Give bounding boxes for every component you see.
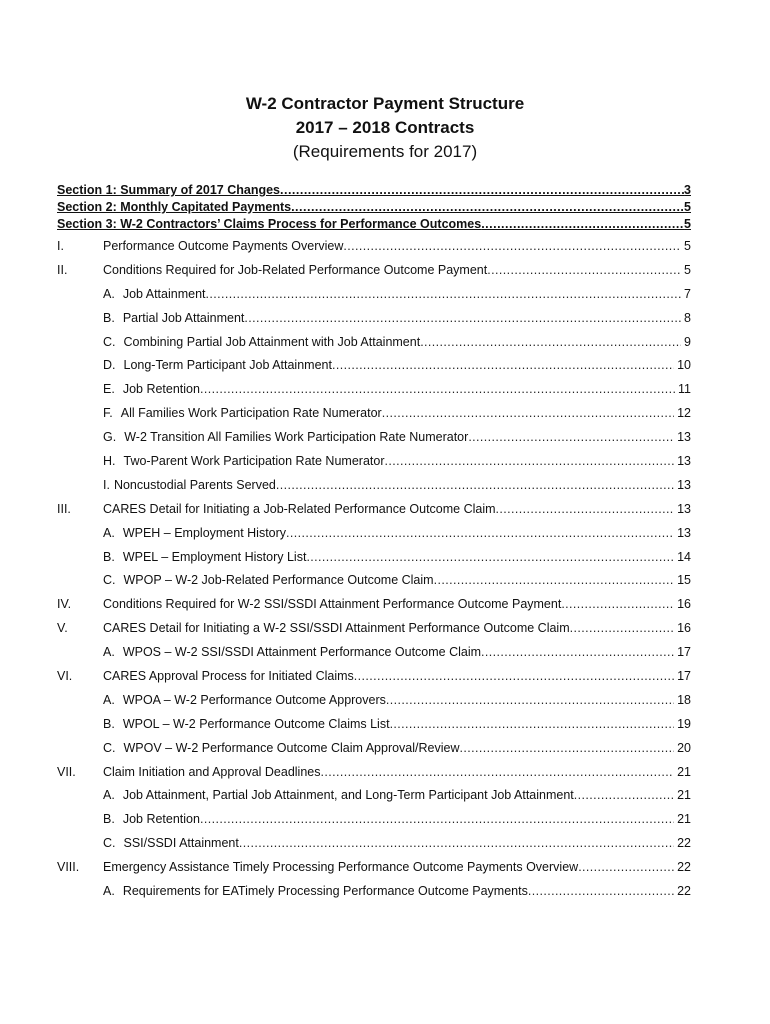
- toc-page-number: 13: [677, 454, 691, 469]
- toc-label: SSI/SSDI Attainment: [123, 836, 239, 851]
- toc-entry[interactable]: [57, 573, 691, 597]
- toc-entry[interactable]: [57, 358, 691, 382]
- dot-leader: [286, 526, 674, 540]
- toc-entry[interactable]: [57, 717, 691, 741]
- toc-page-number: 21: [677, 764, 691, 779]
- toc-entry[interactable]: [57, 454, 691, 478]
- toc-label: WPOS – W-2 SSI/SSDI Attainment Performance Outcome Claim: [122, 645, 482, 660]
- toc-numeral: II.: [57, 262, 68, 277]
- section-page-number: 5: [684, 200, 691, 214]
- toc-sub-letter: A.: [103, 788, 115, 803]
- toc-page-number: 22: [677, 884, 691, 899]
- toc-entry-content: [103, 263, 681, 277]
- toc-page-number: 5: [684, 239, 691, 253]
- toc-label: Long-Term Participant Job Attainment: [123, 358, 332, 373]
- toc-entry[interactable]: [57, 287, 691, 311]
- toc-label: WPOP – W-2 Job-Related Performance Outcome Claim: [123, 573, 434, 588]
- toc-entry[interactable]: [57, 693, 691, 717]
- toc-sub-letter: C.: [103, 573, 116, 588]
- toc-entry-content: [103, 788, 674, 802]
- toc-label: CARES Detail for Initiating a Job-Related Performance Outcome Claim: [103, 501, 496, 516]
- toc-entry[interactable]: [57, 741, 691, 765]
- toc-page-number: 22: [677, 860, 691, 875]
- dot-leader: [354, 669, 674, 683]
- toc-numeral: VII.: [57, 764, 76, 779]
- toc-entry[interactable]: [57, 311, 691, 335]
- toc-label: Conditions Required for Job-Related Performance Outcome Payment: [103, 262, 488, 277]
- toc-sub-letter: C.: [103, 836, 116, 851]
- toc-label: Partial Job Attainment: [122, 310, 245, 325]
- dot-leader: [206, 287, 682, 301]
- toc-sub-letter: D.: [103, 358, 116, 373]
- toc-sub-letter: C.: [103, 334, 116, 349]
- toc-label: CARES Detail for Initiating a W-2 SSI/SSDI Attainment Performance Outcome Claim: [103, 621, 570, 636]
- toc-entry[interactable]: [57, 597, 691, 621]
- toc-entry-content: [103, 765, 674, 779]
- toc-entry[interactable]: [57, 239, 691, 263]
- toc-sub-letter: F.: [103, 406, 113, 421]
- section-link-2[interactable]: [57, 200, 691, 217]
- toc-sub-letter: B.: [103, 549, 115, 564]
- toc-sub-letter: A.: [103, 286, 115, 301]
- dot-leader: [468, 430, 674, 444]
- dot-leader: [420, 335, 681, 349]
- toc-sub-letter: A.: [103, 884, 115, 899]
- dot-leader: [384, 454, 674, 468]
- toc-entry[interactable]: [57, 765, 691, 789]
- toc-page-number: 13: [677, 477, 691, 492]
- toc-entry-content: [103, 812, 674, 826]
- toc-entry-content: [103, 311, 681, 325]
- toc-entry-content: [103, 597, 674, 611]
- toc-sub-letter: C.: [103, 740, 116, 755]
- toc-label: Performance Outcome Payments Overview: [103, 239, 344, 253]
- toc-page-number: 20: [677, 740, 691, 755]
- section-label: Section 3: W-2 Contractors’ Claims Process for Performance Outcomes: [57, 217, 482, 231]
- dot-leader: [239, 836, 674, 850]
- toc-page-number: 5: [684, 262, 691, 277]
- toc-entry[interactable]: [57, 406, 691, 430]
- section-page-number: 5: [684, 217, 691, 231]
- toc-entry[interactable]: [57, 382, 691, 406]
- toc-entry[interactable]: [57, 263, 691, 287]
- toc-page-number: 13: [677, 501, 691, 516]
- dot-leader: [200, 812, 674, 826]
- dot-leader: [382, 406, 674, 420]
- dot-leader: [321, 765, 675, 779]
- toc-numeral: V.: [57, 621, 68, 636]
- dot-leader: [291, 200, 684, 214]
- toc-entry[interactable]: [57, 836, 691, 860]
- toc-entry-content: [103, 860, 674, 874]
- toc-entry-content: [103, 478, 674, 492]
- toc-page-number: 19: [677, 716, 691, 731]
- toc-entry-content: [103, 502, 674, 516]
- section-link-3[interactable]: [57, 217, 691, 234]
- dot-leader: [570, 621, 674, 635]
- dot-leader: [434, 573, 675, 587]
- toc-page-number: 7: [684, 286, 691, 301]
- toc-entry-content: [103, 550, 674, 564]
- title-line-1: W-2 Contractor Payment Structure: [245, 94, 525, 113]
- toc-page-number: 15: [677, 573, 691, 588]
- toc-entry-content: [103, 669, 674, 683]
- toc-entry[interactable]: [57, 645, 691, 669]
- toc-entry[interactable]: [57, 669, 691, 693]
- toc-entry-content: [103, 406, 674, 420]
- dot-leader: [244, 311, 681, 325]
- title-line-2: 2017 – 2018 Contracts: [295, 118, 475, 137]
- toc-sub-letter: H.: [103, 454, 116, 469]
- dot-leader: [561, 597, 674, 611]
- toc-sub-letter: A.: [103, 525, 115, 540]
- toc-entry[interactable]: [57, 526, 691, 550]
- toc-entry[interactable]: [57, 621, 691, 645]
- toc-label: WPOL – W-2 Performance Outcome Claims List: [122, 716, 390, 731]
- toc-page-number: 16: [677, 597, 691, 612]
- dot-leader: [528, 884, 674, 898]
- toc-sub-letter: B.: [103, 812, 115, 827]
- toc-entry[interactable]: [57, 812, 691, 836]
- toc-entry-content: [103, 454, 674, 468]
- toc-page-number: 16: [677, 621, 691, 636]
- toc-sub-letter: B.: [103, 310, 115, 325]
- toc-sub-letter: A.: [103, 692, 115, 707]
- dot-leader: [276, 478, 674, 492]
- table-of-contents: [57, 239, 691, 908]
- toc-sub-letter: E.: [103, 382, 115, 397]
- toc-label: WPEH – Employment History: [122, 525, 287, 540]
- toc-entry-content: [103, 741, 674, 755]
- toc-entry-content: [103, 645, 674, 659]
- toc-page-number: 13: [677, 525, 691, 540]
- toc-entry-content: [103, 239, 681, 253]
- toc-page-number: 17: [677, 669, 691, 684]
- toc-entry-content: [103, 573, 674, 587]
- toc-sub-letter: I.: [103, 477, 110, 492]
- dot-leader: [200, 382, 675, 396]
- toc-page-number: 10: [677, 358, 691, 373]
- dot-leader: [280, 183, 684, 197]
- toc-page-number: 18: [677, 692, 691, 707]
- dot-leader: [390, 717, 675, 731]
- title-line-3: (Requirements for 2017): [292, 142, 478, 161]
- toc-label: Job Retention: [122, 382, 200, 397]
- toc-page-number: 13: [677, 430, 691, 445]
- toc-entry-content: [103, 430, 674, 444]
- toc-entry-content: [103, 335, 681, 349]
- toc-label: W-2 Transition All Families Work Participation Rate Numerator: [124, 430, 469, 445]
- section-label: Section 2: Monthly Capitated Payments: [57, 200, 292, 214]
- toc-sub-letter: A.: [103, 645, 115, 660]
- dot-leader: [487, 263, 681, 277]
- toc-numeral: I.: [57, 239, 64, 253]
- toc-entry-content: [103, 836, 674, 850]
- section-page-number: 3: [684, 183, 691, 197]
- toc-label: Job Retention: [122, 812, 200, 827]
- toc-sub-letter: B.: [103, 716, 115, 731]
- toc-page-number: 17: [677, 645, 691, 660]
- dot-leader: [386, 693, 674, 707]
- toc-label: WPOA – W-2 Performance Outcome Approvers: [122, 692, 386, 707]
- toc-label: WPEL – Employment History List: [122, 549, 307, 564]
- toc-sub-letter: G.: [103, 430, 117, 445]
- toc-entry[interactable]: [57, 860, 691, 884]
- toc-entry-content: [103, 717, 674, 731]
- section-link-1[interactable]: [57, 183, 691, 200]
- toc-label: Noncustodial Parents Served: [113, 477, 276, 492]
- dot-leader: [460, 741, 675, 755]
- toc-page-number: 11: [678, 382, 691, 397]
- toc-page-number: 21: [677, 788, 691, 803]
- toc-label: Requirements for EATimely Processing Performance Outcome Payments: [122, 884, 528, 899]
- toc-numeral: VIII.: [57, 860, 80, 875]
- toc-entry[interactable]: [57, 335, 691, 359]
- toc-page-number: 8: [684, 310, 691, 325]
- toc-entry-content: [103, 621, 674, 635]
- toc-label: All Families Work Participation Rate Numerator: [120, 406, 382, 421]
- toc-page-number: 21: [677, 812, 691, 827]
- toc-label: Job Attainment: [122, 286, 206, 301]
- toc-label: Combining Partial Job Attainment with Job Attainment: [123, 334, 421, 349]
- toc-entry[interactable]: [57, 884, 691, 908]
- toc-label: CARES Approval Process for Initiated Claims: [103, 669, 354, 684]
- document-title: [0, 92, 770, 164]
- section-links: [57, 183, 691, 234]
- toc-label: Claim Initiation and Approval Deadlines: [103, 764, 321, 779]
- toc-numeral: III.: [57, 501, 71, 516]
- toc-entry-content: [103, 287, 681, 301]
- toc-label: WPOV – W-2 Performance Outcome Claim Approval/Review: [123, 740, 460, 755]
- toc-page-number: 14: [677, 549, 691, 564]
- toc-numeral: VI.: [57, 669, 73, 684]
- toc-entry-content: [103, 358, 674, 372]
- dot-leader: [343, 239, 681, 253]
- section-label: Section 1: Summary of 2017 Changes: [57, 183, 280, 197]
- toc-label: Two-Parent Work Participation Rate Numerator: [123, 454, 385, 469]
- toc-label: Conditions Required for W-2 SSI/SSDI Attainment Performance Outcome Payment: [103, 597, 562, 612]
- toc-numeral: IV.: [57, 597, 72, 612]
- dot-leader: [332, 358, 674, 372]
- toc-entry[interactable]: [57, 478, 691, 502]
- dot-leader: [578, 860, 674, 874]
- toc-label: Job Attainment, Partial Job Attainment, and Long-Term Participant Job Attainment: [122, 788, 574, 803]
- toc-page-number: 22: [677, 836, 691, 851]
- toc-entry-content: [103, 382, 675, 396]
- toc-label: Emergency Assistance Timely Processing Performance Outcome Payments Overview: [103, 860, 579, 875]
- toc-entry-content: [103, 693, 674, 707]
- toc-entry-content: [103, 884, 674, 898]
- toc-entry[interactable]: [57, 550, 691, 574]
- dot-leader: [306, 550, 674, 564]
- dot-leader: [481, 217, 684, 231]
- dot-leader: [496, 502, 675, 516]
- dot-leader: [574, 788, 674, 802]
- toc-entry[interactable]: [57, 430, 691, 454]
- toc-entry[interactable]: [57, 502, 691, 526]
- toc-entry[interactable]: [57, 788, 691, 812]
- toc-page-number: 12: [677, 406, 691, 421]
- toc-entry-content: [103, 526, 674, 540]
- toc-page-number: 9: [684, 334, 691, 349]
- dot-leader: [481, 645, 674, 659]
